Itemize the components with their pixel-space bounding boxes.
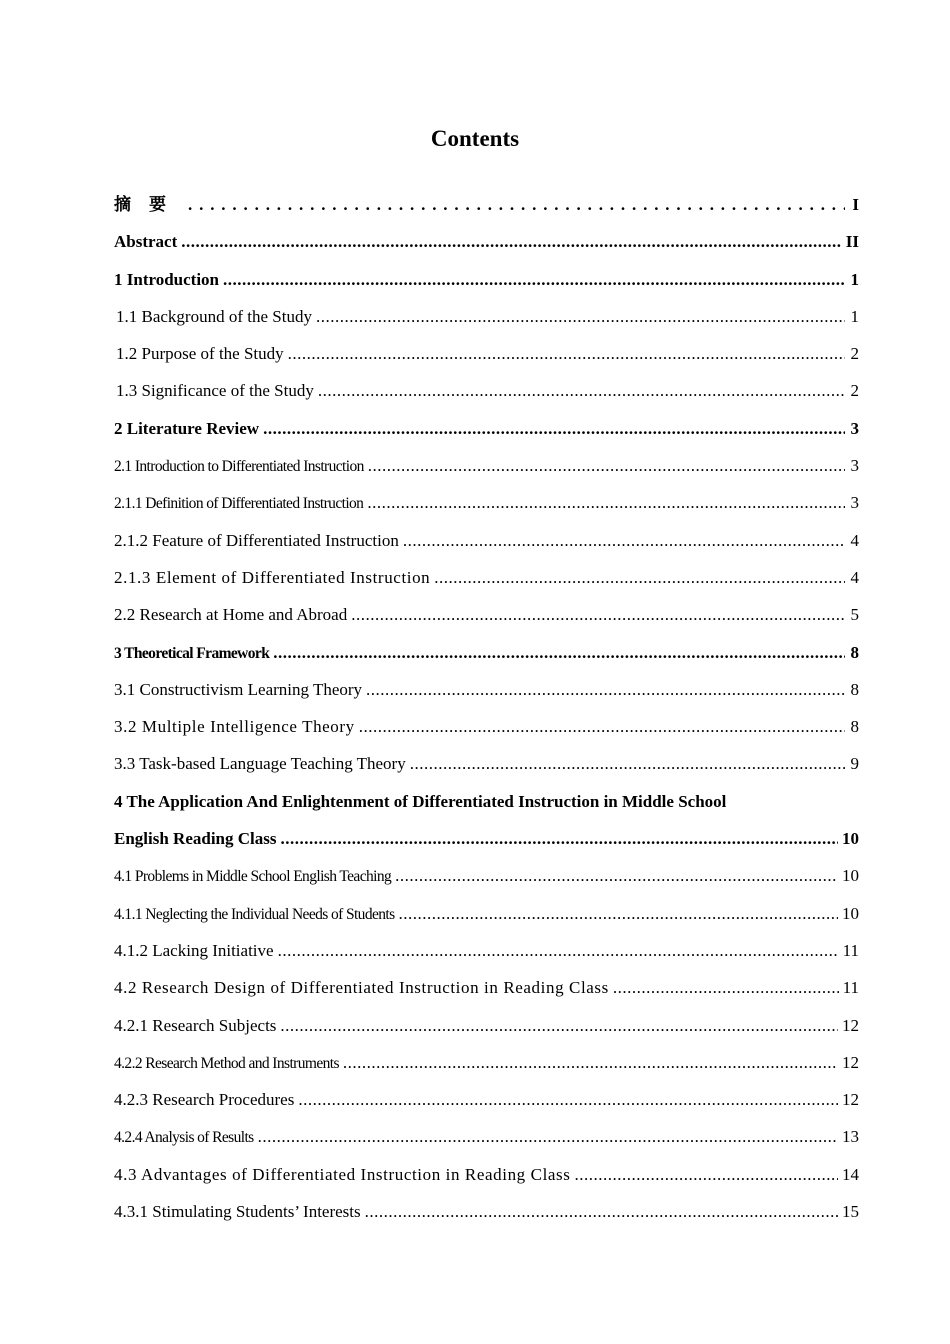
- toc-entry-abstract[interactable]: [114, 223, 859, 260]
- toc-entry-title: 4.1.1 Neglecting the Individual Needs of Students: [114, 905, 395, 923]
- toc-entry-title: 4.2.2 Research Method and Instruments: [114, 1054, 339, 1072]
- toc-entry-1-2[interactable]: [114, 335, 859, 372]
- toc-entry-title: 4.3.1 Stimulating Students’ Interests: [114, 1202, 361, 1222]
- toc-entry-title: 4.2.3 Research Procedures: [114, 1090, 295, 1110]
- toc-page-number: 1: [850, 306, 859, 326]
- page-title: Contents: [430, 126, 520, 151]
- toc-entry-2-1[interactable]: [114, 447, 859, 484]
- toc-page-number: 13: [842, 1127, 859, 1147]
- toc-page-number: 1: [850, 269, 859, 289]
- toc-entry-title: 2.2 Research at Home and Abroad: [114, 605, 348, 625]
- toc-entry-title: 1 Introduction: [114, 269, 220, 289]
- toc-entry-2-1-3[interactable]: [114, 559, 859, 596]
- toc-page-number: 12: [842, 1015, 859, 1035]
- dot-leader: [574, 1156, 838, 1193]
- toc-entry-title: 2.1.3 Element of Differentiated Instruction: [114, 567, 431, 587]
- toc-entry-title-line1: 4 The Application And Enlightenment of Differentiated Instruction in Middle School: [114, 791, 727, 811]
- toc-entry-4-2[interactable]: [114, 969, 859, 1006]
- dot-leader: [181, 223, 842, 260]
- toc-entry-title: 1.1 Background of the Study: [116, 306, 312, 326]
- toc-entry-chapter-2[interactable]: [114, 410, 859, 447]
- toc-page-number: 12: [842, 1052, 859, 1072]
- toc-page-number: II: [845, 232, 859, 252]
- dot-leader: [281, 820, 839, 857]
- toc-entry-1-3[interactable]: [114, 372, 859, 409]
- dot-leader: [280, 1007, 838, 1044]
- toc-entry-2-1-1[interactable]: [114, 484, 859, 521]
- dot-leader: [318, 372, 845, 409]
- toc-entry-chapter-3[interactable]: [114, 634, 859, 671]
- toc-entry-4-1-1[interactable]: [114, 895, 859, 932]
- dot-leader: [188, 186, 845, 223]
- toc-entry-title: 3.3 Task-based Language Teaching Theory: [114, 754, 406, 774]
- toc-page-number: 8: [850, 717, 859, 737]
- toc-page-number: 8: [850, 642, 859, 662]
- dot-leader: [258, 1118, 838, 1155]
- dot-leader: [351, 596, 845, 633]
- dot-leader: [298, 1081, 838, 1118]
- toc-page-number: 3: [850, 493, 859, 513]
- toc-page-number: 10: [842, 903, 859, 923]
- dot-leader: [278, 932, 839, 969]
- toc-entry-title: 2.1.1 Definition of Differentiated Instruction: [114, 495, 364, 513]
- toc-page-number: 4: [850, 567, 859, 587]
- toc-page-number: 3: [850, 418, 859, 438]
- table-of-contents: [114, 186, 859, 1230]
- toc-entry-4-3[interactable]: [114, 1156, 859, 1193]
- toc-entry-4-3-1[interactable]: [114, 1193, 859, 1230]
- dot-leader: [263, 410, 845, 447]
- toc-entry-title: 4.1.2 Lacking Initiative: [114, 940, 274, 960]
- toc-entry-title: 4.3 Advantages of Differentiated Instruction in Reading Class: [114, 1164, 571, 1184]
- toc-entry-title-line2-row: [114, 820, 859, 857]
- toc-entry-title: 4.2.1 Research Subjects: [114, 1015, 277, 1035]
- toc-page-number: 10: [842, 829, 859, 849]
- toc-page-number: 14: [842, 1164, 859, 1184]
- toc-entry-title: 1.3 Significance of the Study: [116, 381, 314, 401]
- dot-leader: [367, 484, 845, 521]
- toc-entry-3-2[interactable]: [114, 708, 859, 745]
- toc-page-number: 2: [850, 344, 859, 364]
- toc-page-number: 9: [850, 754, 859, 774]
- toc-page-number: 10: [842, 866, 859, 886]
- dot-leader: [288, 335, 845, 372]
- toc-entry-chapter-1[interactable]: [114, 261, 859, 298]
- toc-page-number: 11: [842, 978, 859, 998]
- toc-page-number: 8: [850, 679, 859, 699]
- toc-entry-2-2[interactable]: [114, 596, 859, 633]
- toc-entry-chapter-4[interactable]: [114, 783, 859, 858]
- toc-entry-title: 3 Theoretical Framework: [114, 644, 270, 662]
- dot-leader: [343, 1044, 838, 1081]
- toc-entry-title: 4.2 Research Design of Differentiated Instruction in Reading Class: [114, 978, 609, 998]
- dot-leader: [316, 298, 845, 335]
- toc-page-number: 15: [842, 1202, 859, 1222]
- dot-leader: [365, 1193, 838, 1230]
- toc-entry-title: 4.1 Problems in Middle School English Teaching: [114, 868, 392, 886]
- toc-entry-4-2-3[interactable]: [114, 1081, 859, 1118]
- toc-entry-title: Abstract: [114, 232, 178, 252]
- dot-leader: [368, 447, 845, 484]
- toc-page-number: 11: [842, 940, 859, 960]
- toc-entry-3-3[interactable]: [114, 745, 859, 782]
- toc-entry-title: 4.2.4 Analysis of Results: [114, 1129, 254, 1147]
- toc-entry-title: 3.1 Constructivism Learning Theory: [114, 679, 363, 699]
- toc-page-number: 3: [850, 456, 859, 476]
- toc-page-number: 2: [850, 381, 859, 401]
- toc-entry-4-2-1[interactable]: [114, 1007, 859, 1044]
- toc-entry-title: 2.1 Introduction to Differentiated Instruction: [114, 458, 364, 476]
- dot-leader: [410, 745, 845, 782]
- dot-leader: [399, 895, 838, 932]
- toc-entry-4-2-2[interactable]: [114, 1044, 859, 1081]
- dot-leader: [366, 671, 845, 708]
- toc-entry-4-1[interactable]: [114, 857, 859, 894]
- toc-entry-title: 3.2 Multiple Intelligence Theory: [114, 717, 355, 737]
- dot-leader: [359, 708, 845, 745]
- toc-page-number: 12: [842, 1090, 859, 1110]
- toc-entry-2-1-2[interactable]: [114, 522, 859, 559]
- dot-leader: [613, 969, 839, 1006]
- toc-entry-1-1[interactable]: [114, 298, 859, 335]
- toc-entry-title-line2: English Reading Class: [114, 829, 277, 849]
- toc-entry-title: 2.1.2 Feature of Differentiated Instruction: [114, 530, 399, 550]
- dot-leader: [434, 559, 845, 596]
- toc-page-number: I: [852, 195, 859, 214]
- toc-page-number: 4: [850, 530, 859, 550]
- toc-entry-4-2-4[interactable]: [114, 1118, 859, 1155]
- dot-leader: [273, 634, 845, 671]
- toc-entry-4-1-2[interactable]: [114, 932, 859, 969]
- toc-entry-abstract-cn[interactable]: [114, 186, 859, 223]
- toc-entry-3-1[interactable]: [114, 671, 859, 708]
- toc-page-number: 5: [850, 605, 859, 625]
- toc-entry-title: 摘要: [114, 195, 184, 214]
- dot-leader: [395, 857, 838, 894]
- toc-entry-title: 2 Literature Review: [114, 418, 260, 438]
- dot-leader: [403, 522, 845, 559]
- toc-entry-title: 1.2 Purpose of the Study: [116, 344, 284, 364]
- dot-leader: [223, 261, 845, 298]
